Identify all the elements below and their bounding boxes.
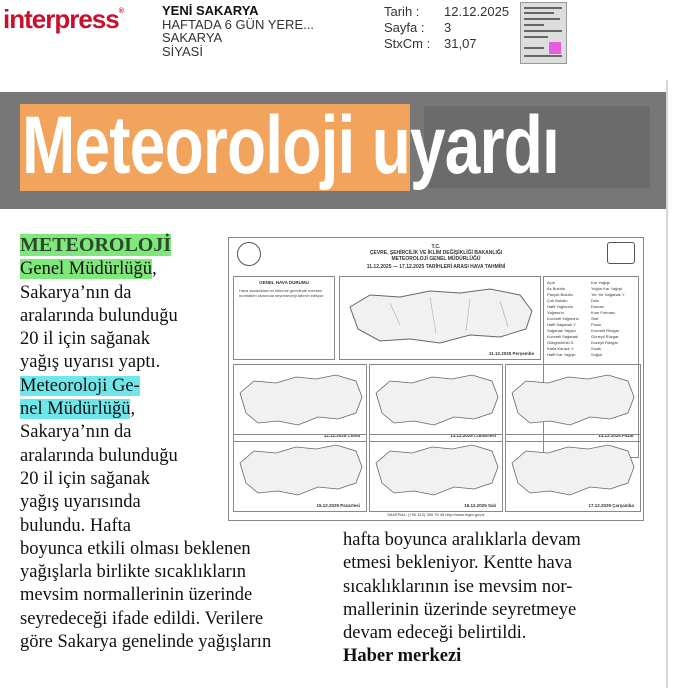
legend-item: Açık bbox=[547, 280, 555, 285]
map-day-2 bbox=[233, 364, 367, 442]
turkey-map-icon bbox=[370, 365, 502, 441]
legend-item: Sisli bbox=[591, 316, 599, 321]
clipping-details bbox=[384, 4, 509, 52]
map-date-label: 13.12.2025 Cumartesi bbox=[450, 433, 496, 438]
article-line bbox=[20, 631, 320, 654]
legend-item: Az Bulutlu bbox=[547, 286, 566, 291]
map-day-5 bbox=[233, 434, 367, 512]
legend-item: Kum Fırtınası bbox=[591, 310, 616, 315]
figure-footer: SANTRAL: (+90 312) 359 75 45 http://www.mgm.gov.tr bbox=[387, 512, 485, 517]
map-date-label: 11.12.2025 Perşembe bbox=[488, 351, 534, 356]
legend-item: Kuvvetli Rüzgar bbox=[591, 328, 620, 333]
article-line bbox=[20, 561, 320, 584]
article-line: etmesi bekleniyor. Kentte hava bbox=[343, 553, 573, 574]
article-line-text: göre Sakarya genelinde yağışların bbox=[20, 632, 272, 653]
legend-item: Hafif Sağanak Y. bbox=[547, 322, 577, 327]
article-line: devam edeceği belirtildi. bbox=[343, 623, 527, 644]
publication-name: YENİ SAKARYA bbox=[162, 3, 259, 18]
article-line-text: Genel Müdürlüğü bbox=[20, 259, 153, 280]
article-line-text: Sakarya’nın da bbox=[20, 422, 132, 443]
article-line-text: 20 il için sağanak bbox=[20, 468, 150, 489]
general-weather-box bbox=[233, 276, 335, 360]
article-line-text: Meteoroloji Ge- bbox=[20, 375, 140, 396]
article-line-text: yağışlarla birlikte sıcaklıkların bbox=[20, 562, 247, 583]
general-weather-text: Hava sıcaklıklarının ülkemiz genelinde mevsim normalleri civarında seyredeceği tahmin ediliyor. bbox=[239, 288, 325, 298]
article-line-text: yağış uyarısında bbox=[20, 492, 141, 513]
figure-header bbox=[229, 244, 643, 262]
article-line-text: yağış uyarısı yaptı. bbox=[20, 352, 161, 373]
legend-item: Kuzeyli Rüzgar bbox=[591, 340, 618, 345]
date-value: 12.12.2025 bbox=[444, 4, 510, 19]
general-weather-title: GENEL HAVA DURUMU bbox=[259, 280, 309, 285]
page-thumbnail[interactable] bbox=[520, 2, 567, 64]
legend-item: Dolu bbox=[591, 298, 600, 303]
turkey-map-icon bbox=[506, 365, 638, 441]
legend-item: Kuvvetli Sağanak bbox=[547, 334, 578, 339]
legend-item: Yer Yer Sağanak Y. bbox=[591, 292, 625, 297]
map-date-label: 16.12.2025 Salı bbox=[464, 503, 496, 508]
turkey-map-icon bbox=[506, 435, 638, 511]
headline-word-2: uyardı bbox=[371, 100, 559, 191]
article-line bbox=[20, 538, 320, 561]
headline-word-1: Meteoroloji bbox=[22, 100, 355, 191]
ministry-name: ÇEVRE, ŞEHİRCİLİK VE İKLİM DEĞİŞİKLİĞİ BAKANLIĞI bbox=[369, 250, 503, 256]
legend-item: Puslu bbox=[591, 322, 602, 327]
map-day-3 bbox=[369, 364, 503, 442]
article-line: sıcaklıklarının ise mevsim nor- bbox=[343, 576, 573, 597]
date-label: Tarih : bbox=[384, 4, 420, 19]
legend-item: Hafif Yağmurlu bbox=[547, 304, 574, 309]
article-line-text: aralarında bulunduğu bbox=[20, 445, 178, 466]
article-line-text: METEOROLOJİ bbox=[20, 234, 172, 256]
legend-item: Güneyli Rüzgar bbox=[591, 334, 619, 339]
legend-item: Gökgürültülü S. bbox=[547, 340, 575, 345]
article-line-text: bulundu. Hafta bbox=[20, 515, 131, 536]
article-line-text: seyredeceği ifade edildi. Verilere bbox=[20, 608, 264, 629]
article-column-right bbox=[343, 529, 663, 669]
map-day-4 bbox=[505, 364, 641, 442]
publication-section: SİYASİ bbox=[162, 43, 203, 59]
article-line-text: boyunca etkili olması beklenen bbox=[20, 538, 251, 559]
clip-location-marker bbox=[549, 42, 561, 54]
publication-frequency: HAFTADA 6 GÜN YERE... bbox=[162, 16, 314, 32]
article-line-text: Sakarya’nın da bbox=[20, 282, 132, 303]
article-line-text: nel Müdürlüğü bbox=[20, 399, 131, 420]
legend-item: Soğuk bbox=[591, 352, 603, 357]
column-divider bbox=[666, 80, 668, 688]
forecast-map-figure bbox=[228, 237, 644, 521]
punctuation: , bbox=[152, 259, 157, 280]
interpress-logo: interpress® bbox=[3, 4, 123, 34]
agency-name: METEOROLOJİ GENEL MÜDÜRLÜĞÜ bbox=[391, 256, 481, 262]
clipping-meta bbox=[162, 4, 314, 58]
turkey-map-icon bbox=[234, 435, 366, 511]
legend-item: Kar Yağışlı bbox=[591, 280, 611, 285]
article-line: mallerinin üzerinde seyretmeye bbox=[343, 599, 577, 620]
map-date-label: 15.12.2025 Pazartesi bbox=[316, 503, 360, 508]
legend-item: Sağanak Yağışlı bbox=[547, 328, 576, 333]
stxcm-value: 31,07 bbox=[444, 36, 477, 51]
legend-item: Parçalı Bulutlu bbox=[547, 292, 573, 297]
turkey-map-icon bbox=[234, 365, 366, 441]
legend-item: Yoğun Kar Yağışlı bbox=[591, 286, 623, 291]
legend-item: Yağmurlu bbox=[547, 310, 564, 315]
legend-item: Sıcak bbox=[591, 346, 602, 351]
stxcm-label: StxCm : bbox=[384, 36, 431, 51]
article-line-text: aralarında bulunduğu bbox=[20, 305, 178, 326]
publication-city: SAKARYA bbox=[162, 30, 223, 45]
ministry-label: T.C. bbox=[431, 244, 441, 250]
page-label: Sayfa : bbox=[384, 20, 425, 35]
turkey-map-icon bbox=[340, 277, 540, 359]
legend-item: Kuvvetli Yağmurlu bbox=[547, 316, 579, 321]
article-line: hafta boyunca aralıklarla devam bbox=[343, 530, 581, 550]
article-line-text: mevsim normallerinin üzerinde bbox=[20, 585, 253, 606]
legend-item: Karla Karışık Y. bbox=[547, 346, 575, 351]
map-date-label: 12.12.2025 Cuma bbox=[323, 433, 360, 438]
map-date-label: 14.12.2025 Pazar bbox=[598, 433, 634, 438]
byline: Haber merkezi bbox=[343, 646, 462, 667]
page-value: 3 bbox=[444, 20, 452, 35]
article-line bbox=[20, 584, 320, 607]
map-day-1 bbox=[339, 276, 541, 360]
article-line bbox=[20, 608, 320, 631]
map-day-7 bbox=[505, 434, 641, 512]
map-date-label: 17.12.2025 Çarşamba bbox=[588, 503, 634, 508]
map-day-6 bbox=[369, 434, 503, 512]
punctuation: , bbox=[130, 399, 136, 420]
headline bbox=[22, 100, 559, 192]
article-line-text: 20 il için sağanak bbox=[20, 329, 150, 350]
legend-item: Duman bbox=[591, 304, 604, 309]
turkey-map-icon bbox=[370, 435, 502, 511]
legend-item: Çok Bulutlu bbox=[547, 298, 568, 303]
headline-banner bbox=[0, 92, 666, 209]
forecast-period: 11.12.2025 — 17.12.2025 TARİHLERİ ARASI HAVA TAHMİNİ bbox=[366, 264, 506, 270]
legend-item: Hafif Kar Yağışlı bbox=[547, 352, 576, 357]
